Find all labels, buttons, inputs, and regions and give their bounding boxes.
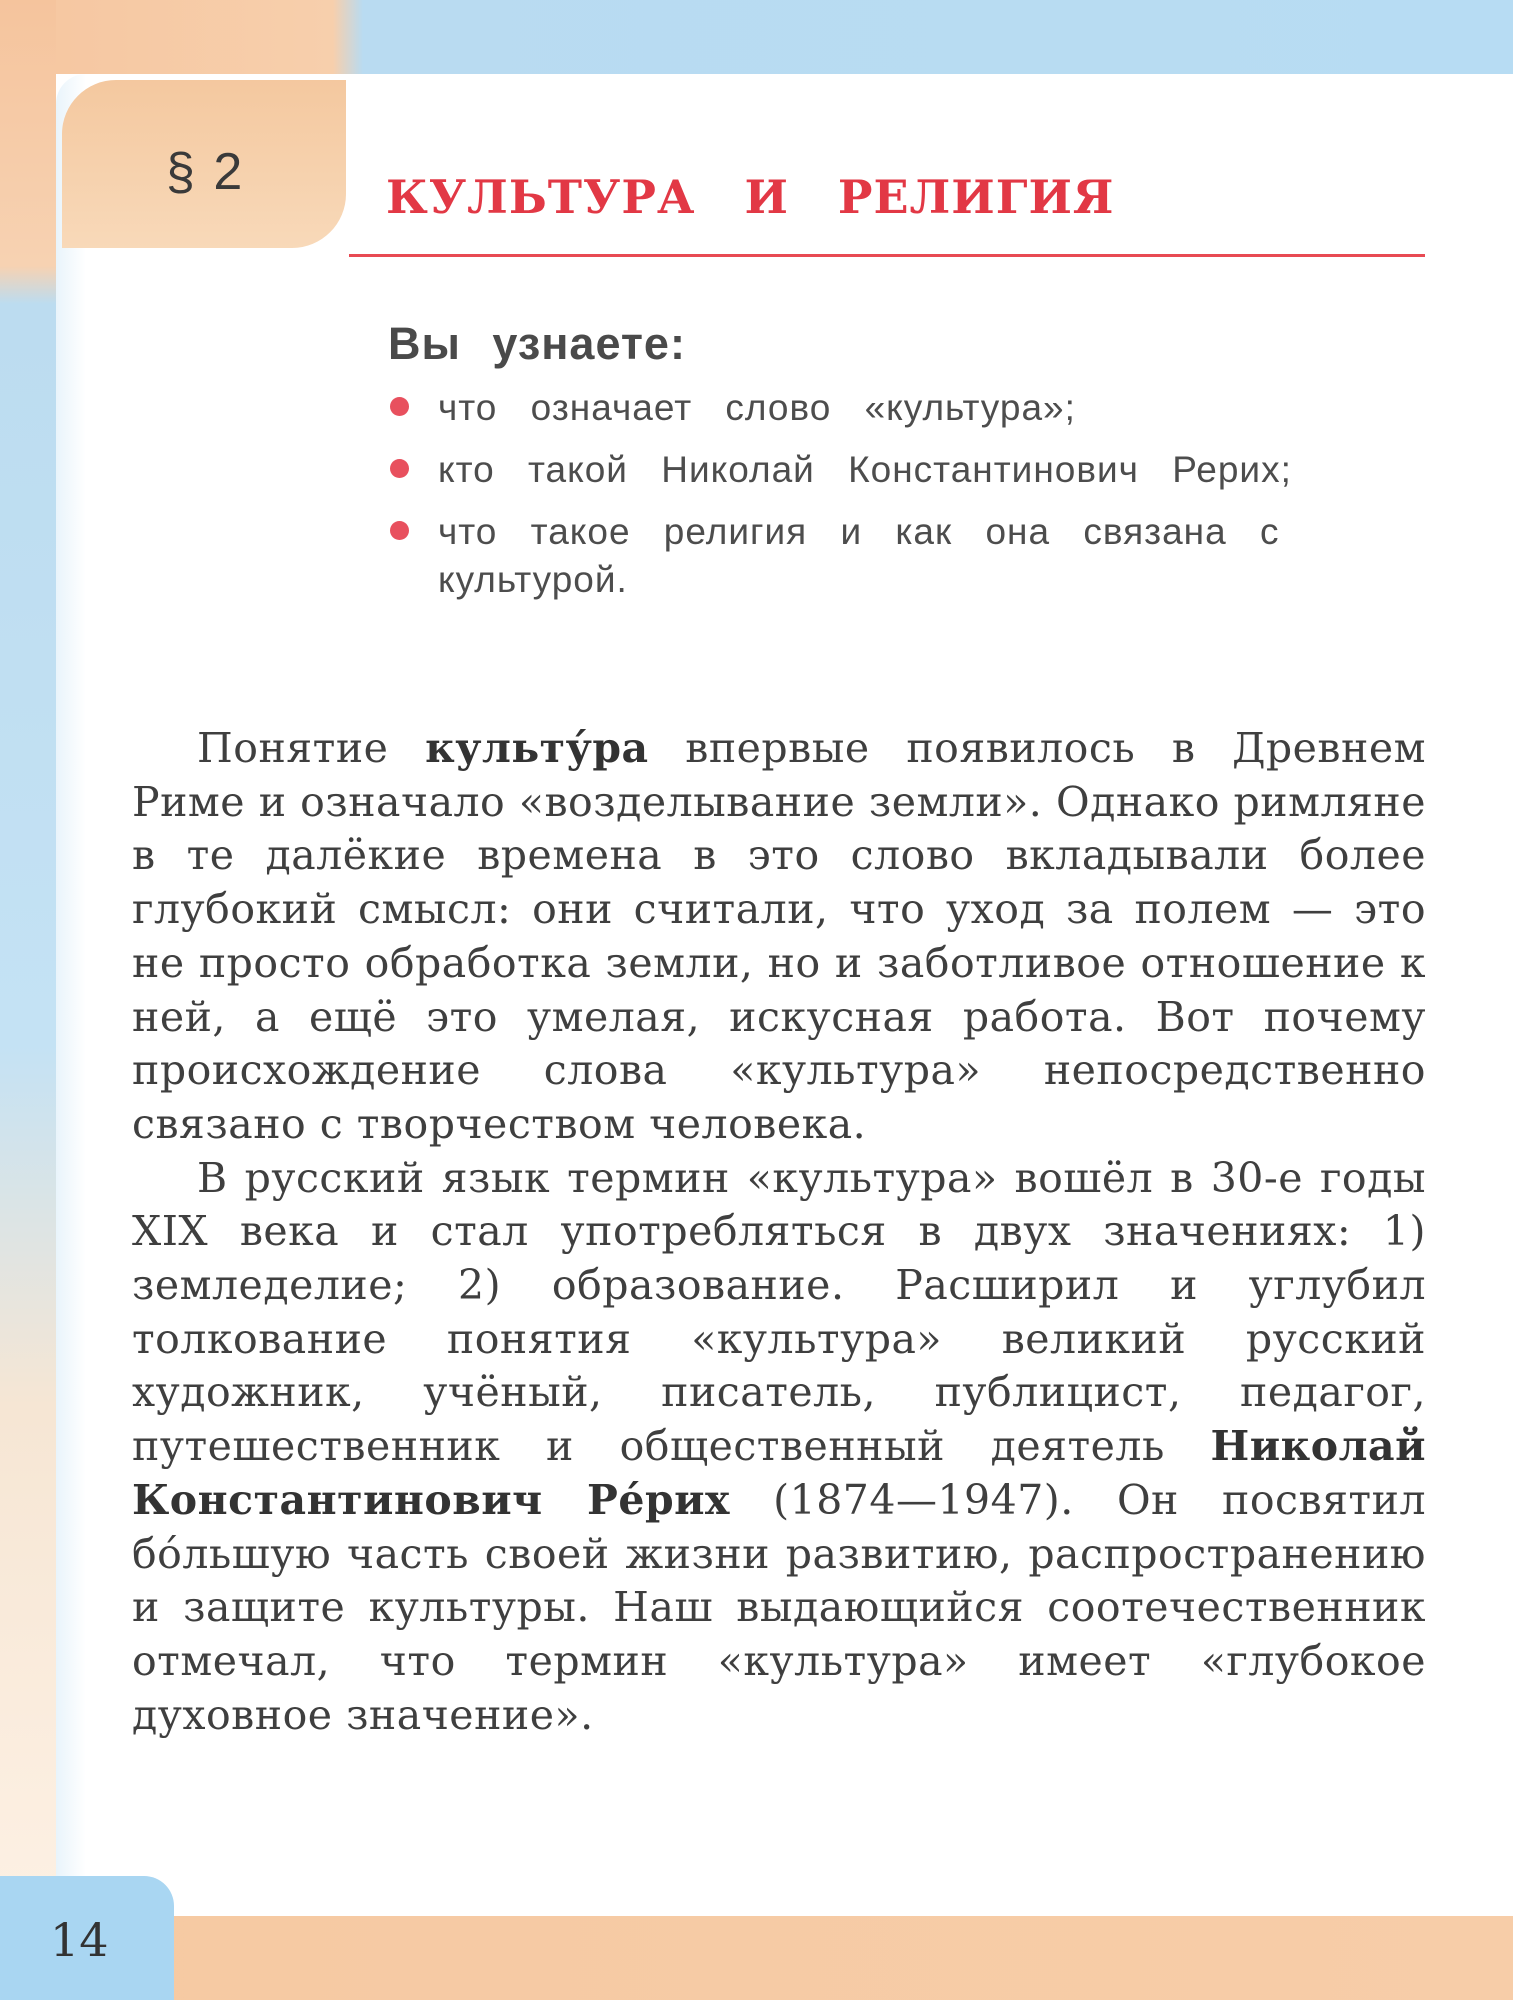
person-name: Николай Константинович Ре́рих	[132, 1422, 1426, 1524]
left-decorative-band	[0, 0, 56, 1900]
learning-objective-text: что означает слово «культура»;	[438, 387, 1076, 428]
learning-objective-text: что такое религия и как она связана с культурой.	[438, 511, 1280, 600]
paragraph-2	[132, 1152, 1426, 1743]
bullet-icon	[390, 397, 409, 416]
footer-band	[0, 1916, 1513, 2000]
p2-rest: (1874—1947). Он посвятил бо́льшую часть своей жизни развитию, распространению и защите культуры. Наш выдающийся соотечественник отмечал, что термин «культура» имеет «глубокое духовное значение».	[132, 1475, 1426, 1739]
bullet-icon	[390, 521, 409, 540]
p2-text: В русский язык термин «культура» вошёл в 30-е годы XIX века и стал употребляться в двух значениях: 1) земледелие; 2) образование. Расширил и углубил толкование понятия «культура» великий русский художник, учёный, писатель, публицист, педагог, путешественник и общественный деятель	[132, 1153, 1426, 1471]
page-number: 14	[50, 1913, 109, 1967]
chapter-title: КУЛЬТУРА И РЕЛИГИЯ	[386, 170, 1115, 224]
learning-objectives	[388, 318, 1348, 618]
p1-intro: Понятие	[197, 724, 426, 772]
page-sheet-edge	[56, 74, 86, 1916]
learning-objectives-list	[388, 384, 1348, 604]
bullet-icon	[390, 459, 409, 478]
paragraph-1	[132, 722, 1426, 1152]
top-decorative-band	[0, 0, 1513, 74]
title-underline	[349, 254, 1425, 257]
learning-objective	[388, 446, 1348, 494]
learning-objective	[388, 384, 1348, 432]
main-text	[132, 722, 1426, 1742]
learning-objectives-heading: Вы узнаете:	[388, 318, 686, 369]
learning-objective	[388, 508, 1348, 604]
section-number: § 2	[166, 143, 245, 201]
learning-objective-text: кто такой Николай Константинович Рерих;	[438, 449, 1292, 490]
term-kultura: культу́ра	[425, 724, 649, 772]
p1-text: впервые появилось в Древнем Риме и означало «возделывание земли». Однако римляне в те далёкие времена в это слово вкладывали более глубокий смысл: они считали, что уход за полем — это не просто обработка земли, но и заботливое отношение к ней, а ещё это умелая, искусная работа. Вот почему происхождение слова «культура» непосредственно связано с творчеством человека.	[132, 724, 1426, 1148]
